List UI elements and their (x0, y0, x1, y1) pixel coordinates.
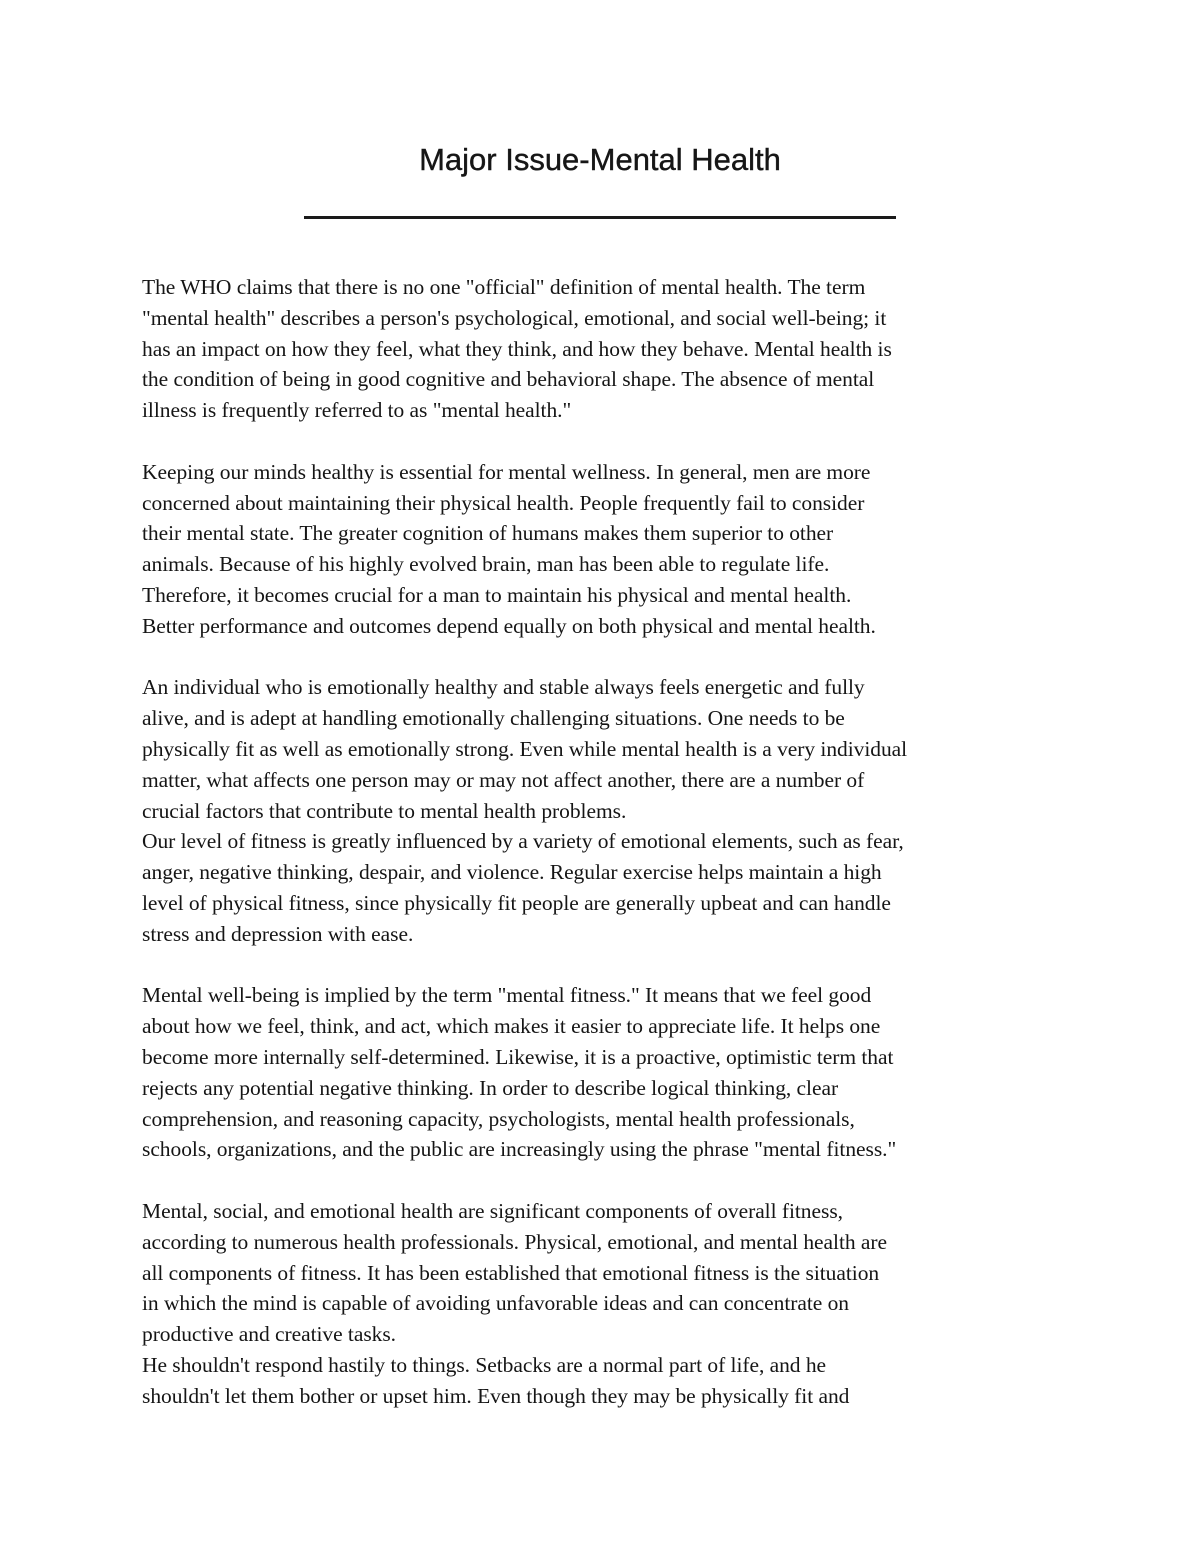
text-line: their mental state. The greater cognition of humans makes them superior to other (142, 521, 834, 546)
paragraph-1 (142, 272, 1062, 426)
paragraph-gap (142, 426, 1062, 457)
paragraph-gap (142, 950, 1062, 981)
text-line: Better performance and outcomes depend equally on both physical and mental health. (142, 613, 876, 638)
text-line: matter, what affects one person may or may not affect another, there are a number of (142, 767, 865, 792)
text-line: concerned about maintaining their physical health. People frequently fail to consider (142, 490, 865, 515)
paragraph-4 (142, 980, 1062, 1165)
text-line: crucial factors that contribute to mental health problems. (142, 798, 627, 823)
text-line: shouldn't let them bother or upset him. Even though they may be physically fit and (142, 1383, 850, 1408)
text-line: rejects any potential negative thinking. In order to describe logical thinking, clear (142, 1075, 839, 1100)
text-line: An individual who is emotionally healthy and stable always feels energetic and fully (142, 675, 865, 700)
text-line: Therefore, it becomes crucial for a man to maintain his physical and mental health. (142, 582, 852, 607)
text-line: about how we feel, think, and act, which makes it easier to appreciate life. It helps one (142, 1014, 881, 1039)
paragraph-gap (142, 642, 1062, 673)
text-line: anger, negative thinking, despair, and violence. Regular exercise helps maintain a high (142, 860, 882, 885)
paragraph-3 (142, 672, 1062, 949)
text-line: according to numerous health professionals. Physical, emotional, and mental health are (142, 1229, 887, 1254)
text-line: stress and depression with ease. (142, 921, 414, 946)
text-line: Mental, social, and emotional health are significant components of overall fitness, (142, 1198, 843, 1223)
text-line: alive, and is adept at handling emotionally challenging situations. One needs to be (142, 706, 845, 731)
text-line: schools, organizations, and the public are increasingly using the phrase "mental fitness." (142, 1137, 897, 1162)
paragraph-gap (142, 1165, 1062, 1196)
text-line: physically fit as well as emotionally strong. Even while mental health is a very individual (142, 736, 908, 761)
text-line: level of physical fitness, since physically fit people are generally upbeat and can handle (142, 890, 891, 915)
paragraph-5 (142, 1196, 1062, 1412)
text-line: Keeping our minds healthy is essential for mental wellness. In general, men are more (142, 459, 871, 484)
text-line: the condition of being in good cognitive and behavioral shape. The absence of mental (142, 367, 875, 392)
paragraph-2 (142, 457, 1062, 642)
document-title: Major Issue-Mental Health (419, 142, 781, 177)
text-line: animals. Because of his highly evolved brain, man has been able to regulate life. (142, 552, 830, 577)
text-line: The WHO claims that there is no one "official" definition of mental health. The term (142, 275, 866, 299)
title-underline (304, 216, 896, 219)
document-body (142, 272, 1062, 1411)
text-line: comprehension, and reasoning capacity, psychologists, mental health professionals, (142, 1106, 855, 1131)
text-line: Mental well-being is implied by the term "mental fitness." It means that we feel good (142, 983, 872, 1008)
text-line: "mental health" describes a person's psychological, emotional, and social well-being; it (142, 305, 887, 330)
text-line: all components of fitness. It has been established that emotional fitness is the situation (142, 1260, 880, 1285)
text-line: Our level of fitness is greatly influenced by a variety of emotional elements, such as fear, (142, 829, 904, 854)
text-line: in which the mind is capable of avoiding unfavorable ideas and can concentrate on (142, 1291, 849, 1316)
text-line: has an impact on how they feel, what they think, and how they behave. Mental health is (142, 336, 892, 361)
text-line: become more internally self-determined. Likewise, it is a proactive, optimistic term that (142, 1044, 894, 1069)
text-line: He shouldn't respond hastily to things. Setbacks are a normal part of life, and he (142, 1352, 827, 1377)
text-line: illness is frequently referred to as "mental health." (142, 398, 572, 423)
text-line: productive and creative tasks. (142, 1322, 397, 1347)
